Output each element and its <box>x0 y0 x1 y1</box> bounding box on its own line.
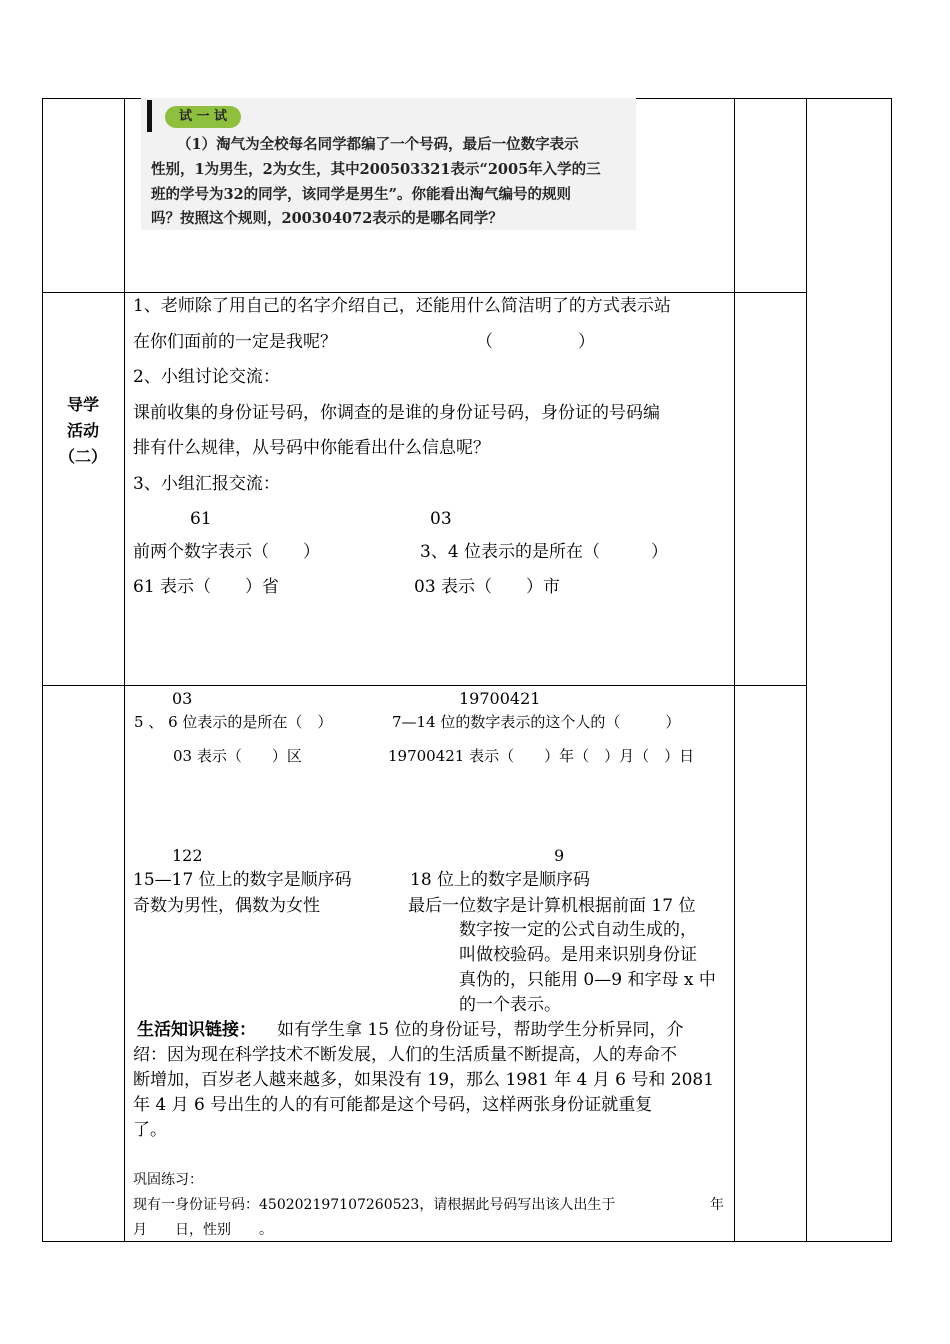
try-it-line: 吗？按照这个规则，200304072表示的是哪名同学？ <box>151 210 503 227</box>
check-digit-line-2: 数字按一定的公式自动生成的， <box>459 920 697 940</box>
try-it-tag: 试 一 试 <box>165 106 241 128</box>
question-2-line-1: 课前收集的身份证号码，你调查的是谁的身份证号码，身份证的号码编 <box>133 403 660 423</box>
check-digit-line-5: 的一个表示。 <box>459 995 561 1015</box>
check-digit-line-3: 叫做校验码。是用来识别身份证 <box>459 945 697 965</box>
row-divider-2 <box>42 685 807 686</box>
life-knowledge-line-2: 绍：因为现在科学技术不断发展，人们的生活质量不断提高，人的寿命不 <box>133 1045 677 1065</box>
question-2-line-2: 排有什么规律，从号码中你能看出什么信息呢？ <box>133 438 490 458</box>
life-knowledge-title: 生活知识链接： <box>137 1020 256 1040</box>
section-label <box>42 392 124 470</box>
code-61: 61 <box>190 509 212 529</box>
try-it-line: 性别，1为男生，2为女生，其中200503321表示“2005年入学的三 <box>151 161 601 178</box>
row-divider-1 <box>42 292 807 293</box>
sequence-18: 18 位上的数字是顺序码 <box>410 870 591 890</box>
life-knowledge-line-4: 年 4 月 6 号出生的人的有可能都是这个号码，这样两张身份证就重复 <box>133 1095 653 1115</box>
check-digit-line-1: 最后一位数字是计算机根据前面 17 位 <box>408 896 696 916</box>
column-divider-3 <box>806 98 807 1242</box>
table-border-left <box>42 98 43 1242</box>
code-03: 03 <box>430 509 452 529</box>
sequence-15-17: 15—17 位上的数字是顺序码 <box>133 870 352 890</box>
city-meaning: 03 表示（ ）市 <box>414 577 561 597</box>
question-3-title: 3、小组汇报交流： <box>133 474 280 494</box>
table-border-bottom <box>42 1241 892 1242</box>
district-meaning: 03 表示（ ）区 <box>173 747 302 765</box>
practice-line-2: 月 日，性别 。 <box>133 1222 273 1238</box>
try-it-line: 班的学号为32的同学，该同学是男生”。你能看出淘气编号的规则 <box>151 186 572 203</box>
section-label-line: 活动 <box>66 421 99 440</box>
odd-even-rule: 奇数为男性，偶数为女性 <box>133 896 320 916</box>
question-2-title: 2、小组讨论交流： <box>133 367 280 387</box>
code-122: 122 <box>172 846 203 865</box>
section-label-line: 导学 <box>66 395 99 414</box>
province-meaning: 61 表示（ ）省 <box>133 577 280 597</box>
life-knowledge-line-5: 了。 <box>133 1120 167 1140</box>
try-it-image <box>141 98 636 230</box>
picture-bar <box>147 100 152 132</box>
question-1-line-2: 在你们面前的一定是我呢？ <box>133 332 337 352</box>
column-divider-1 <box>124 98 125 1242</box>
practice-title: 巩固练习： <box>133 1172 203 1188</box>
life-knowledge-line-3: 断增加，百岁老人越来越多，如果没有 19，那么 1981 年 4 月 6 号和 2081 <box>133 1070 715 1090</box>
digits-5-6: 5 、 6 位表示的是所在（ ） <box>134 713 333 731</box>
code-9: 9 <box>554 846 565 865</box>
try-it-line: （1）淘气为全校每名同学都编了一个号码，最后一位数字表示 <box>177 136 579 153</box>
life-knowledge-line-1: 如有学生拿 15 位的身份证号，帮助学生分析异同，介 <box>277 1020 684 1040</box>
check-digit-line-4: 真伪的，只能用 0—9 和字母 x 中 <box>459 970 716 990</box>
practice-year: 年 <box>710 1197 724 1213</box>
code-03-district: 03 <box>172 689 193 708</box>
question-1-blank: （ ） <box>476 332 595 352</box>
practice-line-1: 现有一身份证号码：450202197107260523，请根据此号码写出该人出生于 <box>133 1197 616 1213</box>
column-divider-2 <box>734 98 735 1242</box>
birthdate-meaning: 19700421 表示（ ）年（ ）月（ ）日 <box>388 747 695 765</box>
digits-7-14: 7—14 位的数字表示的这个人的（ ） <box>392 713 681 731</box>
code-birthdate: 19700421 <box>459 689 541 708</box>
digits-3-4: 3、4 位表示的是所在（ ） <box>420 542 669 562</box>
section-label-line: （二） <box>58 447 107 466</box>
table-border-right <box>891 98 892 1242</box>
first-two-digits: 前两个数字表示（ ） <box>133 542 320 562</box>
question-1-line-1: 1、老师除了用自己的名字介绍自己，还能用什么简洁明了的方式表示站 <box>133 296 671 316</box>
